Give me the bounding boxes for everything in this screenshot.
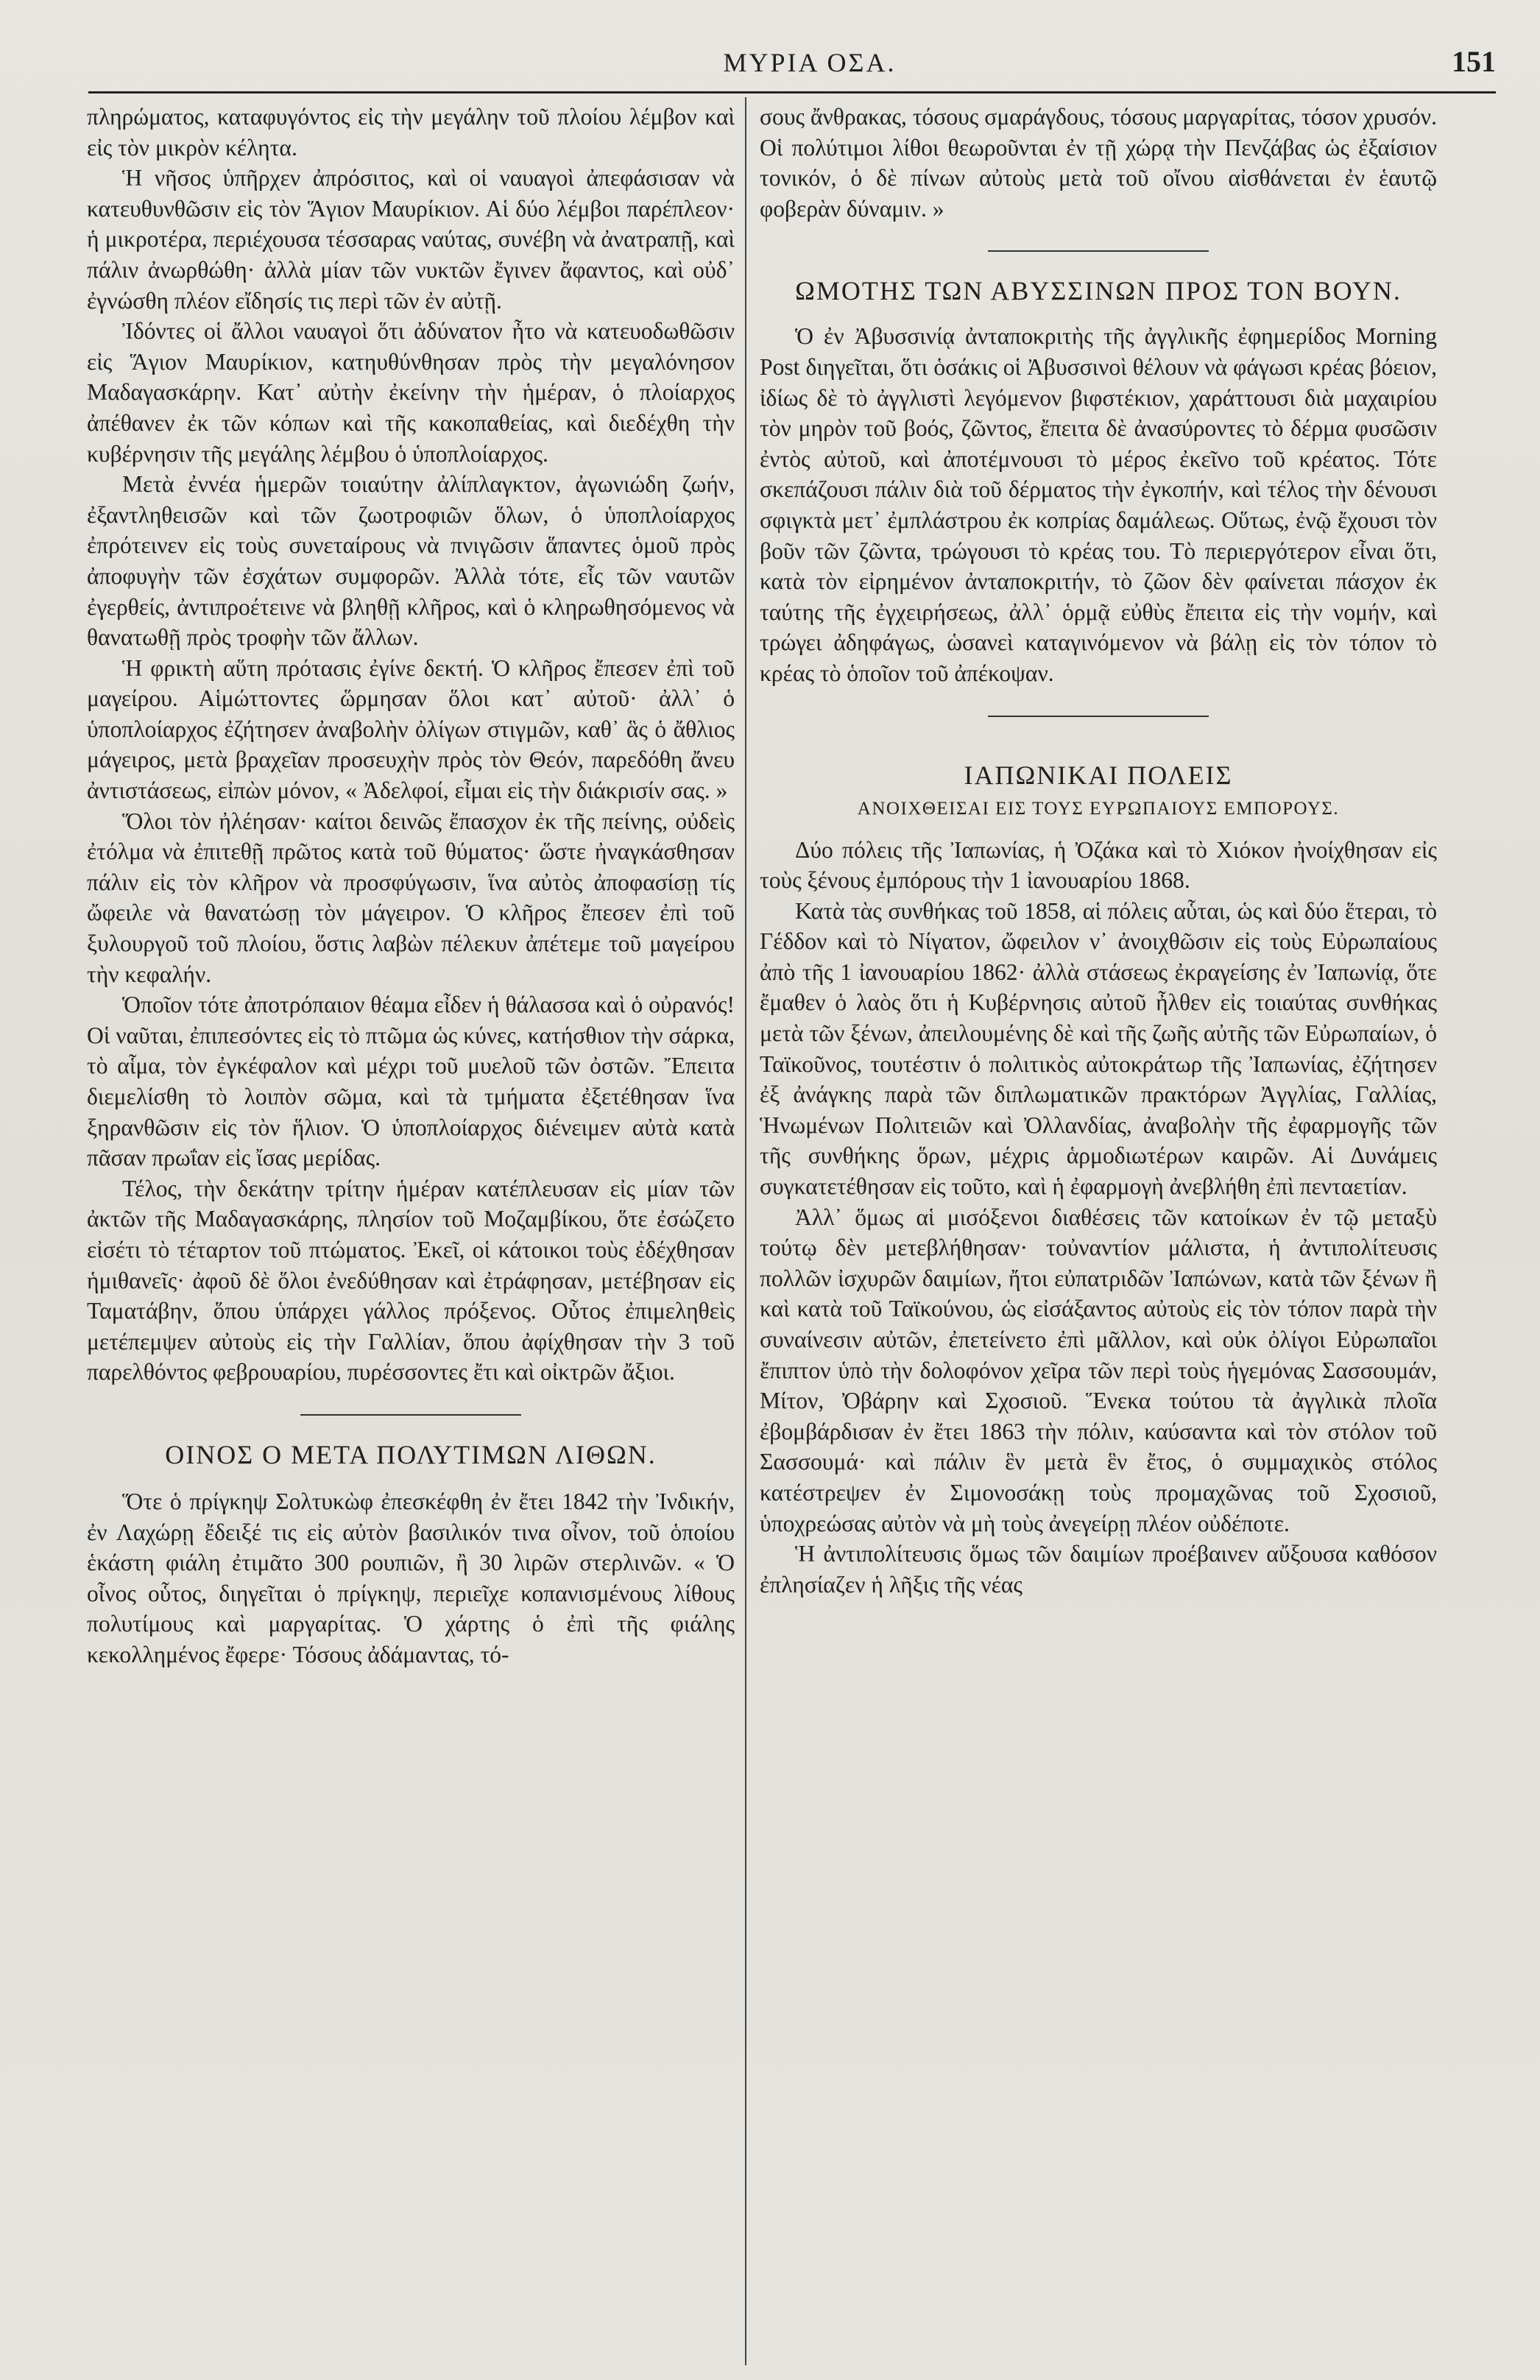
- left-paragraph-9: Ὅτε ὁ πρίγκηψ Σολτυκὼφ ἐπεσκέφθη ἐν ἔτει 1842 τὴν Ἰνδικήν, ἐν Λαχώρῃ ἔδειξέ τις εἰς αὐτὸν βασιλικόν τινα οἶνον, τοῦ ὁποίου ἑκάστη φιάλη ἐτιμᾶτο 300 ρουπιῶν, ἢ 30 λιρῶν στερλινῶν. « Ὁ οἶνος οὗτος, διηγεῖται ὁ πρίγκηψ, περιεῖχε κοπανισμένους λίθους πολυτίμους καὶ μαργαρίτας. Ὁ χάρτης ὁ ἐπὶ τῆς φιάλης κεκολλημένος ἔφερε· Τόσους ἀδάμαντας, τό-: [87, 1488, 735, 1667]
- right-paragraph-1: σους ἄνθρακας, τόσους σμαράγδους, τόσους μαργαρίτας, τόσον χρυσόν. Οἱ πολύτιμοι λίθοι θεωροῦνται ἐν τῇ χώρᾳ τὴν Πενζάβας ὡς ἐξαίσιον τονικόν, ὁ δὲ πίνων αὐτοὺς μετὰ τοῦ οἴνου αἰσθάνεται ἐν ἑαυτῷ φοβερὰν δύναμιν. »: [760, 104, 1437, 222]
- section-rule: [988, 250, 1209, 252]
- column-divider: [745, 97, 746, 2365]
- article-heading-japan: ΙΑΠΩΝΙΚΑΙ ΠΟΛΕΙΣ: [964, 760, 1233, 790]
- left-paragraph-2: Ἡ νῆσος ὑπῆρχεν ἀπρόσιτος, καὶ οἱ ναυαγοὶ ἀπεφάσισαν νὰ κατευθυνθῶσιν εἰς τὸν Ἅγιον Μαυρίκιον. Αἱ δύο λέμβοι παρέπλεον· ἡ μικροτέρα, περιέχουσα τέσσαρας ναύτας, συνέβη νὰ ἀνατραπῇ, καὶ πάλιν ἀνωρθώθη· ἀλλὰ μίαν τῶν νυκτῶν ἔγινεν ἄφαντος, καὶ οὐδ᾽ ἐγνώσθη πλέον εἴδησίς τις περὶ τῶν ἐν αὐτῇ.: [87, 165, 735, 314]
- header-rule: [88, 91, 1496, 93]
- article-heading-wine: ΟΙΝΟΣ Ο ΜΕΤΑ ΠΟΛΥΤΙΜΩΝ ΛΙΘΩΝ.: [165, 1439, 657, 1469]
- running-title: ΜΥΡΙΑ ΟΣΑ.: [723, 48, 897, 77]
- left-paragraph-5: Ἡ φρικτὴ αὕτη πρότασις ἐγίνε δεκτή. Ὁ κλῆρος ἔπεσεν ἐπὶ τοῦ μαγείρου. Αἱμώττοντες ὥρμησαν ὅλοι κατ᾽ αὐτοῦ· ἀλλ᾽ ὁ ὑποπλοίαρχος ἐζήτησεν ἀναβολὴν ὀλίγων στιγμῶν, καθ᾽ ἃς ὁ ἄθλιος μάγειρος, μετὰ βραχεῖαν προσευχὴν πρὸς τὸν Θεόν, παρεδόθη ἄνευ ἀντιστάσεως, εἰπὼν μόνον, « Ἀδελφοί, εἶμαι εἰς τὴν διάκρισίν σας. »: [87, 654, 735, 804]
- section-rule: [988, 716, 1209, 717]
- article-subheading-japan: ΑΝΟΙΧΘΕΙΣΑΙ ΕΙΣ ΤΟΥΣ ΕΥΡΩΠΑΙΟΥΣ ΕΜΠΟΡΟΥΣ.: [857, 798, 1340, 819]
- left-paragraph-8: Τέλος, τὴν δεκάτην τρίτην ἡμέραν κατέπλευσαν εἰς μίαν τῶν ἀκτῶν τῆς Μαδαγασκάρης, πλησίον τοῦ Μοζαμβίκου, ὅτε ἐσώζετο εἰσέτι τὸ τέταρτον τοῦ πτώματος. Ἐκεῖ, οἱ κάτοικοι τοὺς ἐδέχθησαν ἡμιθανεῖς· ἀφοῦ δὲ ὅλοι ἐνεδύθησαν καὶ ἐτράφησαν, μετέβησαν εἰς Ταματάβην, ὅπου ὑπάρχει γάλλος πρόξενος. Οὗτος ἐπιμεληθεὶς μετέπεμψεν αὐτοὺς εἰς τὴν Γαλλίαν, ὅπου ἀφίχθησαν τὴν 3 τοῦ παρελθόντος φεβρουαρίου, πυρέσσοντες ἔτι καὶ οἰκτρῶν ἄξιοι.: [87, 1175, 735, 1385]
- right-paragraph-4: Κατὰ τὰς συνθήκας τοῦ 1858, αἱ πόλεις αὗται, ὡς καὶ δύο ἕτεραι, τὸ Γέδδον καὶ τὸ Νίγατον, ὤφειλον ν᾽ ἀνοιχθῶσιν εἰς τοὺς Εὐρωπαίους ἀπὸ τῆς 1 ἰανουαρίου 1862· ἀλλὰ στάσεως ἐκραγείσης ἐν Ἰαπωνίᾳ, ὅτε ἔμαθεν ὁ λαὸς ὅτι ἡ Κυβέρνησις αὐτοῦ ἦλθεν εἰς τοιαύτας συνθήκας μετὰ τῶν ξένων, ἀπειλουμένης δὲ καὶ τῆς ζωῆς αὐτῆς τῶν Εὐρωπαίων, ὁ Ταϊκοῦνος, τουτέστιν ὁ πολιτικὸς αὐτοκράτωρ τῆς Ἰαπωνίας, ἐζήτησεν ἐξ ἀνάγκης παρὰ τῶν διπλωματικῶν πρακτόρων Ἀγγλίας, Γαλλίας, Ἡνωμένων Πολιτειῶν καὶ Ὀλλανδίας, ἀναβολὴν τῆς ἐφαρμογῆς τῶν τῆς συνθήκης ὅρων, μέχρις ἁρμοδιωτέρων καιρῶν. Αἱ Δυνάμεις συγκατετέθησαν εἰς τοῦτο, καὶ ἡ ἐφαρμογὴ ἀνεβλήθη ἐπὶ πενταετίαν.: [760, 897, 1437, 1200]
- article-heading-abyssinia: ΩΜΟΤΗΣ ΤΩΝ ΑΒΥΣΣΙΝΩΝ ΠΡΟΣ ΤΟΝ ΒΟΥΝ.: [795, 276, 1402, 306]
- left-paragraph-1: πληρώματος, καταφυγόντος εἰς τὴν μεγάλην τοῦ πλοίου λέμβον καὶ εἰς τὸν μικρὸν κέλητα.: [87, 104, 735, 160]
- right-paragraph-5: Ἀλλ᾽ ὅμως αἱ μισόξενοι διαθέσεις τῶν κατοίκων ἐν τῷ μεταξὺ τούτῳ δὲν μετεβλήθησαν· τοὐναντίον μάλιστα, ἡ ἀντιπολίτευσις πολλῶν ἰσχυρῶν δαιμίων, ἤτοι εὐπατριδῶν Ἰαπώνων, κατὰ τῶν ξένων ἢ καὶ κατὰ τοῦ Ταϊκούνου, ὡς εἰσάξαντος αὐτοὺς εἰς τὸν τόπον παρὰ τὴν συναίνεσιν αὐτῶν, ἐπετείνετο ἐπὶ μᾶλλον, καὶ οὐκ ὀλίγοι Εὐρωπαῖοι ἔπιπτον ὑπὸ τὴν δολοφόνον χεῖρα τῶν περὶ τοὺς ἡγεμόνας Σασσουμάν, Μίτον, Ὀβάρην καὶ Σχοσιοῦ. Ἕνεκα τούτου τὰ ἀγγλικὰ πλοῖα ἐβομβάρδισαν ἐν ἔτει 1863 τὴν πόλιν, καύσαντα καὶ τὸν στόλον τοῦ Σασσουμά· καὶ πάλιν ἓν μετὰ ἓν ἔτος, ὁ συμμαχικὸς στόλος κατέστρεψεν ἐν Σιμονοσάκῃ τοὺς προμαχῶνας τοῦ Σχοσιοῦ, ὑποχρεώσας αὐτὸν νὰ μὴ τοὺς ἀνεγείρῃ πλέον οὐδέποτε.: [760, 1204, 1437, 1536]
- right-paragraph-3: Δύο πόλεις τῆς Ἰαπωνίας, ἡ Ὀζάκα καὶ τὸ Χιόκον ἠνοίχθησαν εἰς τοὺς ξένους ἐμπόρους τὴν 1 ἰανουαρίου 1868.: [760, 836, 1437, 894]
- left-paragraph-7: Ὁποῖον τότε ἀποτρόπαιον θέαμα εἶδεν ἡ θάλασσα καὶ ὁ οὐρανός! Οἱ ναῦται, ἐπιπεσόντες εἰς τὸ πτῶμα ὡς κύνες, κατήσθιον τὴν σάρκα, τὸ αἷμα, τὸν ἐγκέφαλον καὶ μέχρι τοῦ μυελοῦ τῶν ὀστῶν. Ἔπειτα διεμελίσθη τὸ λοιπὸν σῶμα, καὶ τὰ τμήματα ἐξετέθησαν ἵνα ξηρανθῶσιν εἰς τὸν ἥλιον. Ὁ ὑποπλοίαρχος διένειμεν αὐτὰ κατὰ πᾶσαν πρωΐαν εἰς ἴσας μερίδας.: [87, 992, 735, 1171]
- left-column: [87, 102, 735, 2369]
- left-paragraph-6: Ὅλοι τὸν ἠλέησαν· καίτοι δεινῶς ἔπασχον ἐκ τῆς πείνης, οὐδεὶς ἐτόλμα νὰ ἐπιτεθῇ πρῶτος κατὰ τοῦ θύματος· ὥστε ἠναγκάσθησαν πάλιν εἰς τὸν κλῆρον νὰ προσφύγωσιν, ἵνα αὐτὸς ἀποφασίσῃ τίς ὤφειλε νὰ θανατώσῃ τὸν μάγειρον. Ὁ κλῆρος ἔπεσεν ἐπὶ τοῦ ξυλουργοῦ τοῦ πλοίου, ὅστις λαβὼν πέλεκυν ἀπέτεμε τοῦ μαγείρου τὴν κεφαλήν.: [87, 808, 735, 987]
- left-paragraph-3: Ἰδόντες οἱ ἄλλοι ναυαγοὶ ὅτι ἀδύνατον ἦτο νὰ κατευοδωθῶσιν εἰς Ἅγιον Μαυρίκιον, κατηυθύνθησαν πρὸς τὴν μεγαλόνησον Μαδαγασκάρην. Κατ᾽ αὐτὴν ἐκείνην τὴν ἡμέραν, ὁ πλοίαρχος ἀπέθανεν ἐκ τῶν κόπων καὶ τῆς κακοπαθείας, καὶ διεδέχθη τὴν κυβέρνησιν τῆς μεγάλης λέμβου ὁ ὑποπλοίαρχος.: [87, 318, 735, 467]
- left-paragraph-4: Μετὰ ἐννέα ἡμερῶν τοιαύτην ἀλίπλαγκτον, ἀγωνιώδη ζωήν, ἐξαντληθεισῶν καὶ τῶν ζωοτροφιῶν ὅλων, ὁ ὑποπλοίαρχος ἐπρότεινεν εἰς τοὺς συνεταίρους νὰ πνιγῶσιν ἅπαντες ὁμοῦ πρὸς ἀποφυγὴν τῶν ἐσχάτων συμφορῶν. Ἀλλὰ τότε, εἷς τῶν ναυτῶν ἐγερθείς, ἀντιπροέτεινε νὰ βληθῇ κλῆρος, καὶ ὁ κληρωθησόμενος νὰ θανατωθῇ πρὸς τροφὴν τῶν ἄλλων.: [87, 471, 735, 651]
- section-rule: [300, 1414, 521, 1416]
- right-column: [760, 102, 1437, 2369]
- right-paragraph-6: Ἡ ἀντιπολίτευσις ὅμως τῶν δαιμίων προέβαινεν αὔξουσα καθόσον ἐπλησίαζεν ἡ λῆξις τῆς νέας: [760, 1541, 1437, 1597]
- right-paragraph-2: Ὁ ἐν Ἀβυσσινίᾳ ἀνταποκριτὴς τῆς ἀγγλικῆς ἐφημερίδος Morning Post διηγεῖται, ὅτι ὁσάκις οἱ Ἀβυσσινοὶ θέλουν νὰ φάγωσι κρέας βόειον, ἰδίως δὲ τὸ ἀγγλιστὶ λεγόμενον βιφστέκιον, χαράττουσι διὰ μαχαιρίου τὸν μηρὸν τοῦ βοός, ζῶντος, ἔπειτα δὲ ἀνασύροντες τὸ δέρμα φυσῶσιν ἐντὸς αὐτοῦ, καὶ ἀποτέμνουσι τὸ μέρος ἐκεῖνο τοῦ κρέατος. Τότε σκεπάζουσι πάλιν διὰ τοῦ δέρματος τὴν ἐγκοπήν, καὶ τέλος τὴν δένουσι σφιγκτὰ μετ᾽ ἐμπλάστρου ἐκ κοπρίας δαμάλεως. Οὕτως, ἐνῷ ἔχουσι τὸν βοῦν τῶν ζῶντα, τρώγουσι τὸ κρέας του. Τὸ περιεργότερον εἶναι ὅτι, κατὰ τὸν εἰρημένον ἀνταποκριτήν, τὸ ζῶον δὲν φαίνεται πάσχον ἐκ ταύτης τῆς ἐγχειρήσεως, ἀλλ᾽ ὁρμᾷ εὐθὺς ἔπειτα εἰς τὴν νομήν, καὶ τρώγει ἀδηφάγως, ὡσανεὶ καταγινόμενον νὰ βάλῃ εἰς τὸν τόπον τὸ κρέας τὸ ὁποῖον τοῦ ἀπέκοψαν.: [760, 323, 1437, 686]
- page-number: 151: [1452, 45, 1496, 78]
- running-head: [88, 43, 1496, 87]
